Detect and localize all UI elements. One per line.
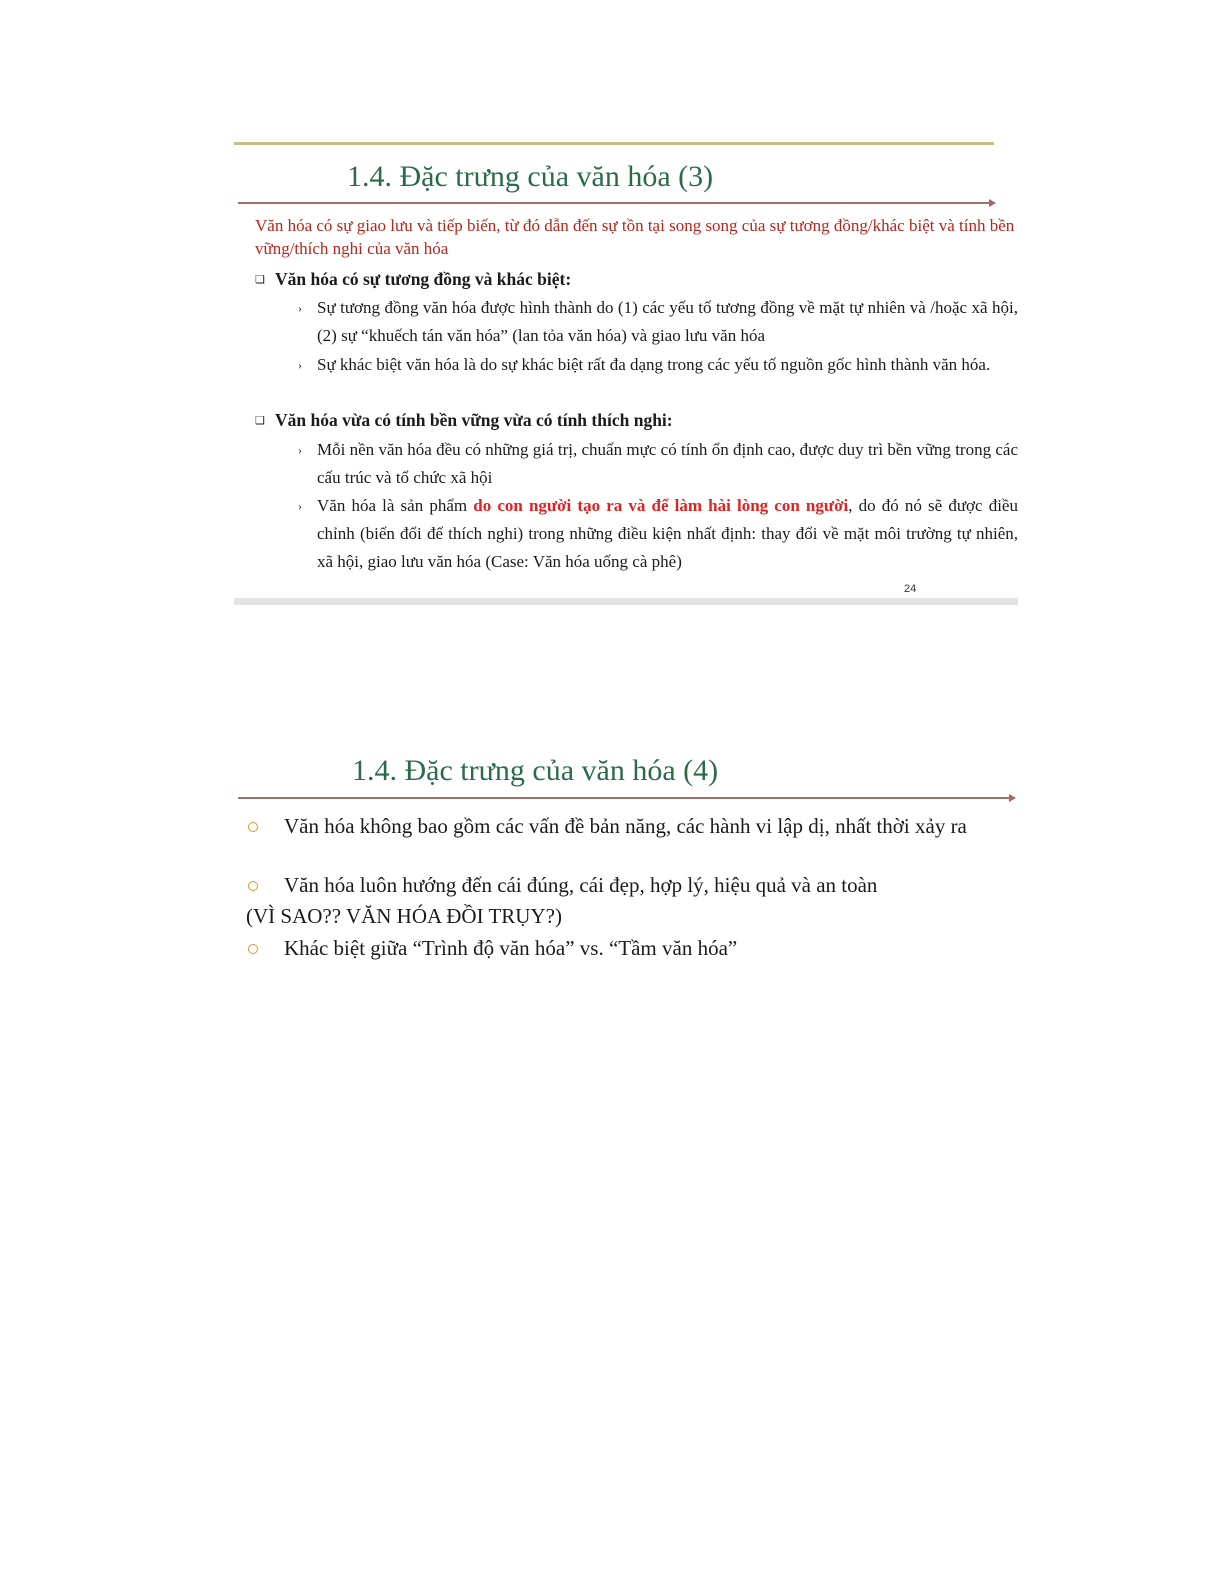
list-item-text: Mỗi nền văn hóa đều có những giá trị, chuẩn mực có tính ổn định cao, được duy trì bền vững trong các cấu trúc và tổ chức xã hội [317, 440, 1018, 487]
arrow-bullet-icon: › [298, 301, 302, 315]
slide-title: 1.4. Đặc trưng của văn hóa (4) [352, 754, 719, 787]
arrow-bullet-icon: › [298, 443, 302, 457]
title-arrow-rule [238, 797, 1010, 799]
list-item [248, 812, 1008, 840]
slide-intro: Văn hóa có sự giao lưu và tiếp biến, từ đó dẫn đến sự tồn tại song song của sự tương đồng/khác biệt và tính bền vững/thích nghi của văn hóa [255, 216, 1015, 258]
slide-25 [234, 740, 1018, 980]
section-heading-durability [255, 409, 673, 433]
list-item-text: Văn hóa luôn hướng đến cái đúng, cái đẹp, hợp lý, hiệu quả và an toàn [284, 873, 878, 897]
arrow-bullet-icon: › [298, 499, 302, 513]
list-item-text: Sự khác biệt văn hóa là do sự khác biệt rất đa dạng trong các yếu tố nguồn gốc hình thành văn hóa. [317, 355, 991, 374]
list-item [298, 492, 1018, 576]
slide-top-divider [234, 142, 994, 145]
section-heading-similarity [255, 268, 571, 292]
section-heading-text: Văn hóa có sự tương đồng và khác biệt: [275, 269, 572, 289]
slide-bottom-bar [234, 598, 1018, 605]
slide-24 [234, 140, 1018, 608]
list-item [298, 351, 1018, 379]
ring-bullet-icon [248, 944, 258, 954]
square-bullet-icon: ❑ [255, 415, 265, 427]
title-arrow-rule [238, 202, 990, 204]
square-bullet-icon: ❑ [255, 274, 265, 286]
arrow-bullet-icon: › [298, 358, 302, 372]
list-item [298, 294, 1018, 350]
list-item-text: Văn hóa là sản phẩm do con người tạo ra và để làm hài lòng con người, do đó nó sẽ được điều chỉnh (biến đổi để thích nghi) trong những điều kiện nhất định: thay đổi về mặt môi trường tự nhiên, xã hội, giao lưu văn hóa (Case: Văn hóa uống cà phê) [317, 496, 1018, 571]
ring-bullet-icon [248, 822, 258, 832]
note-text: (VÌ SAO?? VĂN HÓA ĐỒI TRỤY?) [246, 904, 562, 928]
list-item [248, 871, 1008, 899]
section-heading-text: Văn hóa vừa có tính bền vững vừa có tính thích nghi: [275, 410, 673, 430]
list-item-text: Văn hóa không bao gồm các vấn đề bản năng, các hành vi lập dị, nhất thời xảy ra [284, 814, 967, 838]
emphasis-text: do con người tạo ra và để làm hài lòng con người [473, 496, 849, 515]
slide-title: 1.4. Đặc trưng của văn hóa (3) [347, 160, 714, 193]
list-item-text: Sự tương đồng văn hóa được hình thành do (1) các yếu tố tương đồng về mặt tự nhiên và /hoặc xã hội, (2) sự “khuếch tán văn hóa” (lan tỏa văn hóa) và giao lưu văn hóa [317, 298, 1018, 345]
page-number: 24 [904, 583, 917, 595]
list-item [248, 934, 1008, 962]
list-item [298, 436, 1018, 492]
list-item-text: Khác biệt giữa “Trình độ văn hóa” vs. “Tầm văn hóa” [284, 936, 738, 960]
ring-bullet-icon [248, 881, 258, 891]
